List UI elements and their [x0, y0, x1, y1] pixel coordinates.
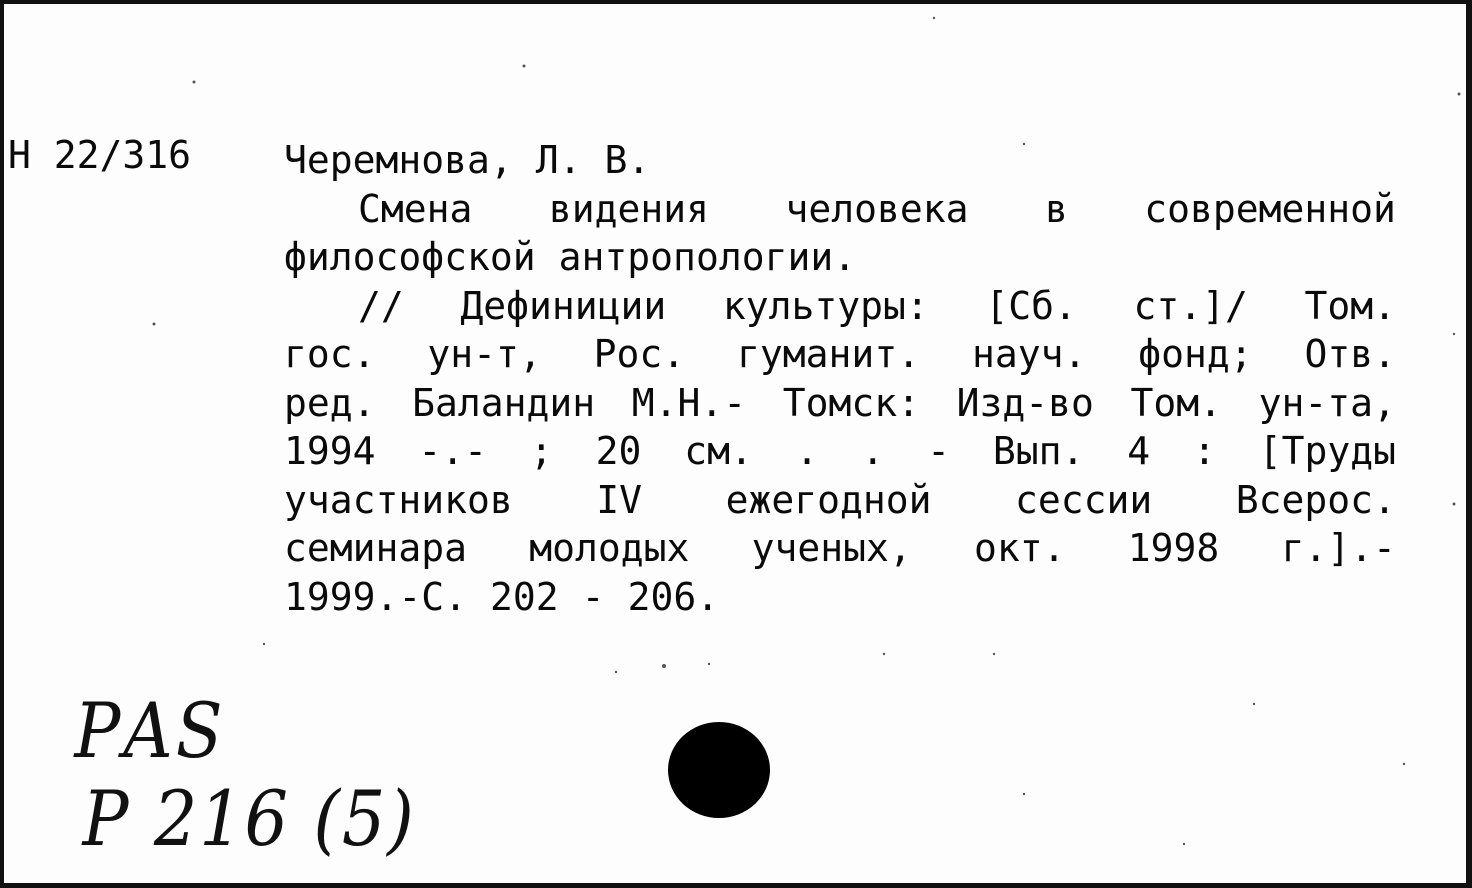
entry-word: //: [358, 283, 404, 328]
entry-word: 4: [1127, 429, 1151, 473]
entry-word: человека: [785, 186, 969, 231]
entry-word: [Сб.: [985, 283, 1077, 328]
paper-specks: [4, 4, 1466, 883]
entry-word: :: [1192, 429, 1216, 473]
entry-word: .: [861, 429, 885, 473]
entry-word: молодых: [529, 526, 690, 570]
entry-word: ученых,: [751, 526, 912, 570]
entry-word: Всерос.: [1235, 477, 1396, 522]
entry-word: Отв.: [1304, 332, 1396, 376]
entry-word: 20: [595, 429, 642, 473]
entry-word: гуманит.: [737, 332, 921, 376]
entry-word: Смена: [358, 186, 473, 231]
entry-word: гос.: [284, 332, 376, 376]
entry-word: Черемнова,: [284, 138, 513, 182]
entry-word: IV: [596, 477, 643, 522]
entry-word: Томск:: [782, 380, 921, 425]
entry-word: -: [581, 574, 605, 619]
entry-word: сессии: [1015, 477, 1153, 522]
entry-word: 1998: [1127, 526, 1220, 570]
entry-word: ун-та,: [1258, 380, 1396, 425]
entry-word: ред.: [284, 380, 376, 425]
entry-word: -: [927, 429, 951, 473]
entry-word: г.].-: [1281, 526, 1396, 570]
entry-word: участников: [284, 477, 513, 522]
entry-word: 206.: [627, 574, 720, 619]
entry-word: Рос.: [593, 332, 686, 376]
entry-word: видения: [548, 186, 709, 231]
entry-word: Баландин: [412, 380, 596, 425]
entry-word: антропологии.: [558, 235, 857, 279]
entry-word: ун-т,: [427, 332, 542, 376]
handwritten-note-line-1: РАЅ: [74, 686, 225, 775]
entry-word: .: [795, 429, 819, 473]
entry-word: науч.: [971, 332, 1087, 376]
handwritten-note-line-2: Р 216 (5): [82, 774, 416, 863]
entry-word: ст.]/: [1133, 283, 1248, 328]
entry-word: ежегодной: [725, 477, 932, 522]
entry-word: 1994: [284, 429, 376, 473]
shelf-mark: Н 22/316: [8, 133, 192, 177]
entry-word: в: [1044, 186, 1068, 231]
entry-word: философской: [284, 235, 536, 279]
entry-word: ;: [529, 429, 553, 473]
entry-word: фонд;: [1138, 332, 1253, 376]
entry-word: см.: [684, 429, 753, 473]
entry-word: Том.: [1304, 283, 1396, 328]
entry-word: 202: [490, 574, 559, 619]
entry-word: культуры:: [722, 283, 929, 328]
entry-word: Изд-во: [956, 380, 1094, 425]
entry-word: -.-: [418, 429, 487, 473]
entry-word: [Труды: [1258, 429, 1396, 473]
entry-word: Вып.: [992, 429, 1085, 473]
entry-word: Дефиниции: [460, 283, 667, 328]
entry-word: семинара: [284, 526, 468, 570]
entry-word: В.: [604, 138, 651, 182]
entry-word: современной: [1144, 186, 1396, 231]
entry-word: окт.: [974, 526, 1066, 570]
entry-word: Л.: [535, 138, 582, 182]
entry-word: Том.: [1130, 380, 1223, 425]
entry-word: М.Н.-: [631, 380, 747, 425]
entry-word: 1999.-С.: [284, 574, 468, 619]
